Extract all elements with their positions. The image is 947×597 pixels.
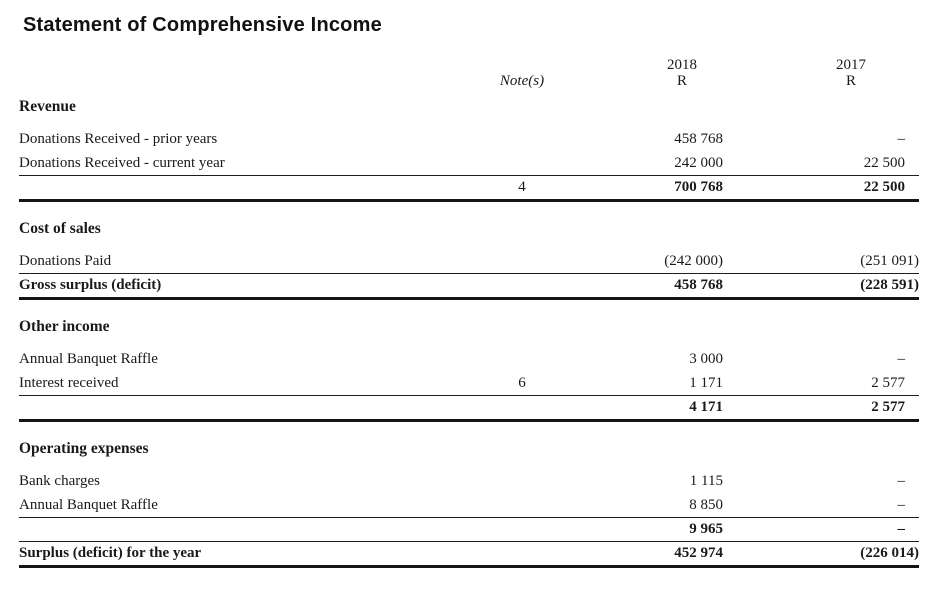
table-row bbox=[19, 469, 919, 493]
value-2018: 458 768 bbox=[674, 131, 723, 147]
section-heading: Cost of sales bbox=[19, 220, 101, 237]
year-2017-label: 2017 bbox=[836, 57, 866, 73]
value-2018: 1 115 bbox=[689, 473, 723, 489]
section-other-income bbox=[19, 319, 919, 422]
currency-label-2018: R bbox=[676, 73, 687, 89]
year-2018-label: 2018 bbox=[667, 57, 697, 73]
section-operating-expenses bbox=[19, 441, 919, 568]
row-label: Gross surplus (deficit) bbox=[19, 277, 162, 293]
value-2018: 9 965 bbox=[689, 521, 723, 537]
statement-document bbox=[19, 0, 919, 568]
table-row bbox=[19, 127, 919, 151]
value-2017: 2 577 bbox=[871, 399, 905, 415]
value-2017: (228 591) bbox=[860, 277, 919, 293]
table-row bbox=[19, 493, 919, 517]
value-2018: 3 000 bbox=[689, 351, 723, 367]
section-rows bbox=[19, 249, 919, 300]
section-heading: Operating expenses bbox=[19, 440, 149, 457]
note-value: 6 bbox=[518, 375, 526, 391]
value-2017: – bbox=[897, 473, 905, 489]
section-revenue bbox=[19, 99, 919, 202]
total-row-revenue bbox=[19, 175, 919, 202]
section-cost-of-sales bbox=[19, 221, 919, 300]
value-2017: – bbox=[897, 521, 905, 537]
row-label: Donations Received - prior years bbox=[19, 131, 218, 147]
value-2018: 452 974 bbox=[674, 545, 723, 561]
col-header-2017-block bbox=[797, 57, 905, 89]
col-header-2017 bbox=[723, 57, 919, 89]
row-label: Surplus (deficit) for the year bbox=[19, 545, 202, 561]
col-header-2018-block bbox=[641, 57, 723, 89]
section-rows bbox=[19, 347, 919, 422]
subtotal-row-operating-expenses bbox=[19, 517, 919, 542]
value-2018: 242 000 bbox=[674, 155, 723, 171]
value-2017: – bbox=[897, 131, 905, 147]
table-row bbox=[19, 371, 919, 395]
page-title: Statement of Comprehensive Income bbox=[23, 14, 382, 36]
value-2018: 4 171 bbox=[689, 399, 723, 415]
col-header-notes: Note(s) bbox=[499, 73, 545, 89]
total-row-other-income bbox=[19, 395, 919, 422]
note-value: 4 bbox=[518, 179, 526, 195]
total-row-gross-surplus bbox=[19, 273, 919, 300]
section-heading: Other income bbox=[19, 318, 110, 335]
value-2017: – bbox=[897, 351, 905, 367]
value-2017: 22 500 bbox=[863, 155, 905, 171]
column-header-row bbox=[19, 57, 919, 89]
value-2018: (242 000) bbox=[664, 253, 723, 269]
row-label: Donations Paid bbox=[19, 253, 112, 269]
table-row bbox=[19, 151, 919, 175]
section-rows bbox=[19, 469, 919, 568]
value-2017: (251 091) bbox=[860, 253, 919, 269]
section-heading: Revenue bbox=[19, 98, 76, 115]
row-label: Annual Banquet Raffle bbox=[19, 497, 158, 513]
currency-label-2017: R bbox=[845, 73, 856, 89]
row-label: Annual Banquet Raffle bbox=[19, 351, 158, 367]
value-2018: 700 768 bbox=[674, 179, 723, 195]
section-rows bbox=[19, 127, 919, 202]
col-header-2018 bbox=[552, 57, 723, 89]
row-label: Interest received bbox=[19, 375, 119, 391]
value-2018: 1 171 bbox=[689, 375, 723, 391]
table-row bbox=[19, 249, 919, 273]
row-label: Bank charges bbox=[19, 473, 100, 489]
value-2017: 2 577 bbox=[871, 375, 905, 391]
value-2017: (226 014) bbox=[860, 545, 919, 561]
row-label: Donations Received - current year bbox=[19, 155, 225, 171]
value-2018: 458 768 bbox=[674, 277, 723, 293]
value-2017: – bbox=[897, 497, 905, 513]
table-row bbox=[19, 347, 919, 371]
value-2017: 22 500 bbox=[863, 179, 905, 195]
total-row-surplus-for-year bbox=[19, 542, 919, 568]
value-2018: 8 850 bbox=[689, 497, 723, 513]
